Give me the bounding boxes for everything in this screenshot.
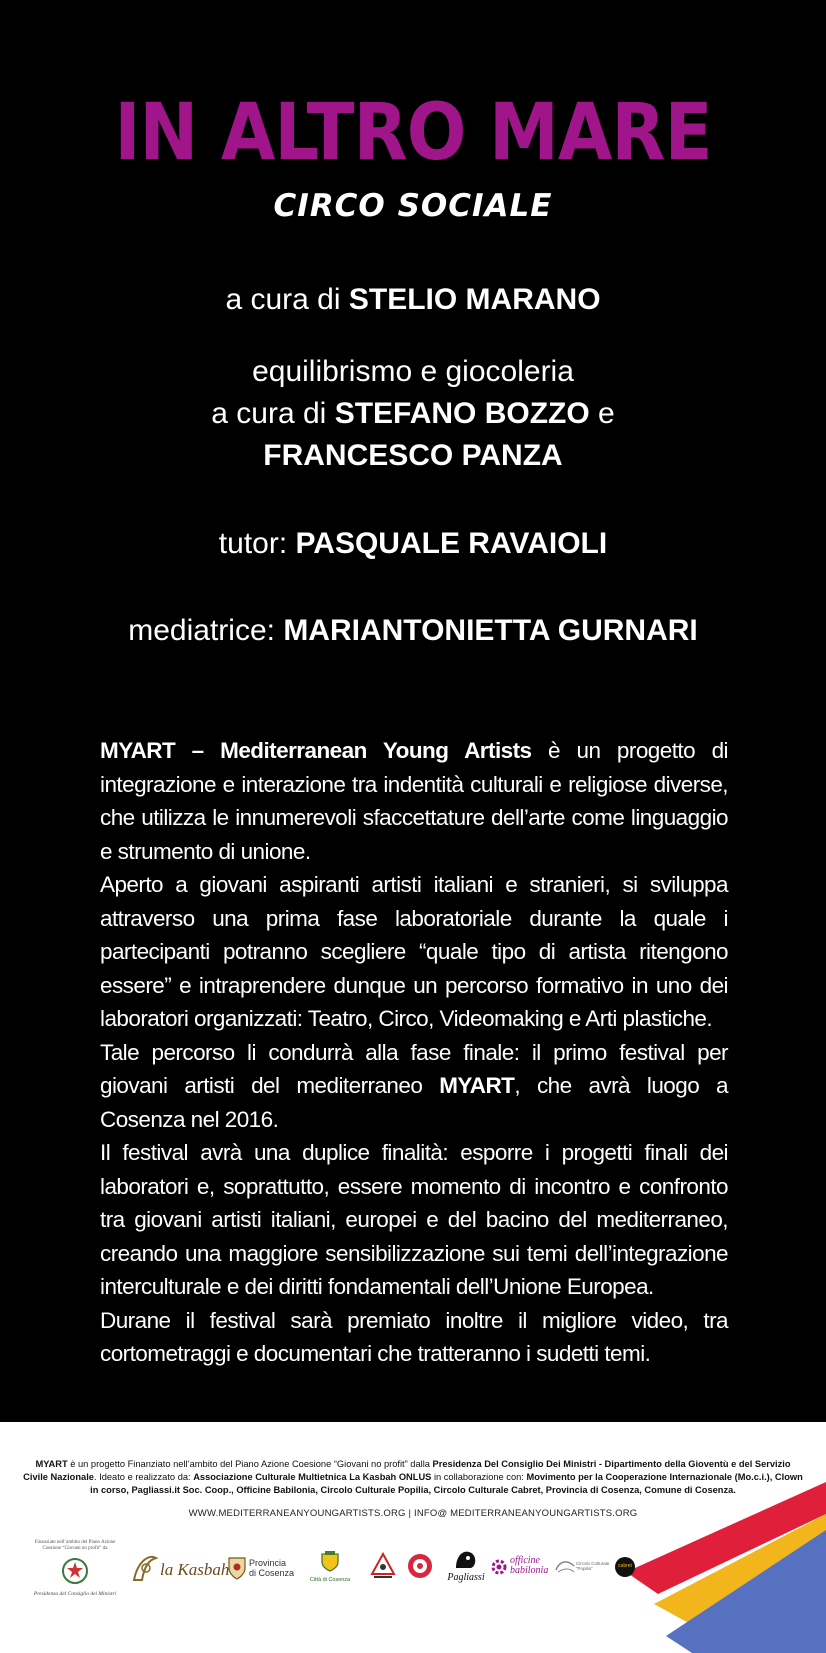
discipline-name-2: FRANCESCO PANZA	[263, 439, 563, 472]
presidenza-caption: Finanziato nell’ambito del Piano Azione Coesione “Giovani no profit” da	[34, 1540, 116, 1551]
discipline-conj: e	[598, 397, 615, 430]
presidenza-name: Presidenza del Consiglio dei Ministri	[33, 1591, 117, 1597]
kasbah-icon	[130, 1550, 160, 1586]
description-text: Tale percorso li condurrà alla fase finale: il primo festival per giovani artisti del mediterraneo	[100, 1039, 728, 1098]
credits-footnote	[22, 1458, 804, 1497]
clown-in-corso-logo	[406, 1552, 434, 1585]
partner-logos	[30, 1534, 650, 1644]
emblem-icon	[60, 1556, 90, 1586]
discipline-prefix: a cura di	[211, 397, 327, 430]
tutor-line	[0, 523, 826, 565]
footnote-text: è un progetto Finanziato nell’ambito del Piano Azione Coesione “Giovani no profit” dalla	[67, 1459, 433, 1469]
pagliassi-name: Pagliassi	[447, 1572, 485, 1583]
gear-icon	[490, 1558, 508, 1576]
page-title: IN ALTRO MARE	[114, 88, 712, 178]
popilia-icon	[554, 1558, 576, 1574]
citta-cosenza-logo	[300, 1550, 360, 1583]
description-paragraph: Aperto a giovani aspiranti artisti italiani e stranieri, si sviluppa attraverso una prima fase laboratoriale durante la quale i partecipanti potranno scegliere “quale tipo di artista ritengono essere” e intraprendere dunque un percorso formativo in uno dei laboratori organizzati: Teatro, Circo, Videomaking e Arti plastiche.	[100, 872, 728, 1031]
festival-name: MYART	[439, 1073, 515, 1098]
citta-crest-icon	[320, 1550, 340, 1572]
discipline-line: equilibrismo e giocoleria	[252, 355, 574, 388]
mediator-label: mediatrice:	[128, 614, 275, 647]
website-links[interactable]: WWW.MEDITERRANEANYOUNGARTISTS.ORG | INFO@ MEDITERRANEANYOUNGARTISTS.ORG	[188, 1508, 638, 1519]
provincia-name-line2: di Cosenza	[249, 1568, 295, 1578]
description-text: , che avrà luogo a Cosenza nel 2016.	[100, 1073, 729, 1132]
provincia-shield-icon	[228, 1556, 246, 1580]
pagliassi-logo	[444, 1548, 488, 1583]
popilia-name: Circolo Culturale “Popilia”	[576, 1561, 610, 1571]
tutor-name: PASQUALE RAVAIOLI	[295, 527, 608, 560]
footnote-text: . Ideato e realizzato da:	[93, 1472, 194, 1482]
cabret-name: cabret	[618, 1563, 632, 1569]
description-paragraph	[100, 1036, 728, 1137]
project-name: MYART – Mediterranean Young Artists	[100, 738, 532, 763]
pagliassi-icon	[453, 1548, 479, 1570]
footnote-partners: Movimento per la Cooperazione Internazionale (Mo.c.i.), Clown in corso, Pagliassi.it Soc. Coop., Officine Babilonia, Circolo Culturale Popilia, Circolo Culturale Cabret, Provincia di Cosenza, Comune di Cosenza.	[90, 1472, 803, 1495]
officine-name-line1: officine	[510, 1555, 540, 1566]
provincia-name-line1: Provincia	[249, 1558, 287, 1568]
curator-prefix: a cura di	[225, 283, 341, 316]
footnote-funder: Presidenza Del Consiglio Dei Ministri - Dipartimento della Gioventù e del Servizio Civile Nazionale	[23, 1459, 791, 1482]
discipline-name-1: STEFANO BOZZO	[334, 397, 590, 430]
project-description	[100, 734, 728, 1371]
moci-icon	[370, 1552, 396, 1580]
footnote-myart: MYART	[35, 1459, 68, 1469]
moci-logo	[370, 1552, 396, 1585]
kasbah-name: la Kasbah	[160, 1560, 230, 1579]
clown-icon	[406, 1552, 434, 1580]
citta-name: Città di Cosenza	[309, 1577, 351, 1583]
tutor-label: tutor:	[218, 527, 288, 560]
discipline-curator-2-line	[0, 435, 826, 477]
curator-name: STELIO MARANO	[348, 283, 601, 316]
discipline-curators-line	[0, 393, 826, 435]
poster-footer	[0, 1422, 826, 1653]
presidenza-logo	[30, 1540, 120, 1597]
footnote-organizer: Associazione Culturale Multietnica La Kasbah ONLUS	[193, 1472, 432, 1482]
description-text: è un progetto di integrazione e interazione tra indentità culturali e religiose diverse, che utilizza le innumerevoli sfaccettature dell’arte come linguaggio e strumento di unione.	[100, 738, 728, 864]
mediator-name: MARIANTONIETTA GURNARI	[283, 614, 698, 647]
mediator-line	[0, 610, 826, 652]
page-subtitle: CIRCO SOCIALE	[273, 188, 553, 224]
footnote-text: in collaborazione con:	[431, 1472, 527, 1482]
description-paragraph: Il festival avrà una duplice finalità: esporre i progetti finali dei laboratori e, soprattutto, essere momento di incontro e confronto tra giovani artisti italiani, europei e del bacino del mediterraneo, creando una maggiore sensibilizzazione sui temi dell’integrazione interculturale e dei diritti fondamentali dell’Unione Europea.	[100, 1140, 728, 1299]
decorative-stripes	[626, 1422, 826, 1653]
description-paragraph	[100, 734, 728, 868]
description-paragraph: Durane il festival sarà premiato inoltre il migliore video, tra cortometraggi e documentari che tratteranno i sudetti temi.	[100, 1307, 728, 1366]
curator-line	[0, 279, 826, 321]
officine-name-line2: babilonia	[510, 1565, 549, 1576]
